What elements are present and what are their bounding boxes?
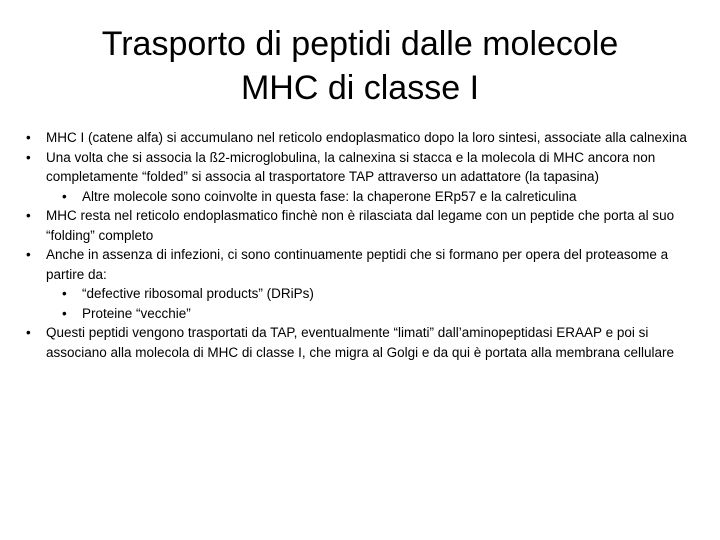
bullet-dot-icon: • bbox=[62, 188, 67, 204]
bullet-dot-icon: • bbox=[62, 305, 67, 321]
bullet-dot-icon: • bbox=[26, 208, 31, 223]
sub-bullet-item bbox=[26, 187, 692, 207]
title-line-1: Trasporto di peptidi dalle molecole bbox=[101, 25, 619, 63]
sub-bullet-text: “defective ribosomal products” (DRiPs) bbox=[82, 286, 314, 301]
bullet-item bbox=[26, 206, 692, 245]
bullet-text: MHC I (catene alfa) si accumulano nel reticolo endoplasmatico dopo la loro sintesi, associate alla calnexina bbox=[46, 130, 687, 145]
bullet-dot-icon: • bbox=[26, 130, 31, 145]
sub-bullet-text: Proteine “vecchie” bbox=[82, 305, 191, 321]
bullet-item bbox=[26, 245, 692, 284]
bullet-dot-icon: • bbox=[26, 325, 31, 340]
sub-bullet-text: Altre molecole sono coinvolte in questa fase: la chaperone ERp57 e la calreticulina bbox=[82, 188, 577, 204]
bullet-text: MHC resta nel reticolo endoplasmatico finchè non è rilasciata dal legame con un peptide che porta al suo “folding” completo bbox=[46, 208, 675, 243]
bullet-dot-icon: • bbox=[26, 149, 31, 165]
bullet-dot-icon: • bbox=[62, 286, 67, 301]
bullet-text: Anche in assenza di infezioni, ci sono continuamente peptidi che si formano per opera del proteasome a partire da: bbox=[46, 247, 669, 282]
sub-bullet-item bbox=[26, 304, 692, 324]
bullet-item bbox=[26, 323, 692, 362]
slide-title bbox=[40, 22, 680, 110]
bullet-text: Una volta che si associa la ß2-microglobulina, la calnexina si stacca e la molecola di MHC ancora non completamente “folded” si associa al trasportatore TAP attraverso un adattatore (la tapasina) bbox=[46, 149, 656, 184]
bullet-item bbox=[26, 128, 692, 148]
sub-bullet-item bbox=[26, 284, 692, 304]
bullet-text: Questi peptidi vengono trasportati da TAP, eventualmente “limati” dall’aminopeptidasi ERAAP e poi si associano alla molecola di MHC di classe I, che migra al Golgi e da qui è portata alla membrana cellulare bbox=[46, 325, 675, 360]
bullet-list bbox=[26, 128, 692, 362]
bullet-item bbox=[26, 148, 692, 187]
bullet-dot-icon: • bbox=[26, 247, 31, 262]
title-line-2: MHC di classe I bbox=[240, 69, 480, 107]
